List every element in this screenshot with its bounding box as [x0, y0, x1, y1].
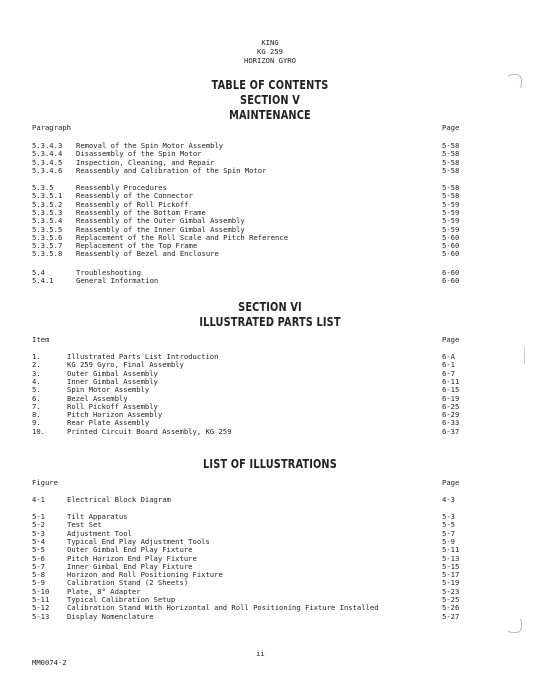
entry-page: 5-59 [442, 224, 460, 234]
entry-title: Typical End Play Adjustment Tools [67, 536, 210, 546]
entry-number: 5.3.4.3 [32, 141, 63, 150]
entry-page: 6-7 [442, 368, 455, 378]
entry-number: 5.3.4.6 [32, 166, 63, 176]
entry-page: 5-60 [442, 249, 460, 259]
entry-title: Plate, 8° Adapter [67, 586, 141, 596]
entry-number: 5.3.5 [32, 183, 54, 192]
entry-title: KG 259 Gyro, Final Assembly [67, 360, 184, 370]
entry-page: 6-29 [442, 410, 460, 420]
entry-number: 5.3.5.7 [32, 241, 63, 251]
entry-title: Bezel Assembly [67, 393, 128, 403]
entry-title: Replacement of the Roll Scale and Pitch Reference [76, 232, 289, 242]
entry-page: 5-25 [442, 595, 460, 604]
entry-number: 5.3.5.3 [32, 207, 63, 217]
entry-title: Reassembly of the Inner Gimbal Assembly [76, 224, 245, 234]
parts-list-heading: ILLUSTRATED PARTS LIST [199, 314, 341, 329]
entry-page: 5-58 [442, 149, 460, 159]
entry-number: 5.3.5.8 [32, 249, 63, 259]
entry-page: 5-11 [442, 545, 460, 555]
entry-title: Printed Circuit Board Assembly, KG 259 [67, 426, 232, 436]
entry-page: 5-58 [442, 157, 460, 167]
entry-page: 4-3 [442, 495, 455, 504]
entry-page: 6-11 [442, 376, 460, 386]
entry-title: Roll Pickoff Assembly [67, 401, 158, 411]
binder-hole-mark [506, 617, 522, 633]
entry-number: 5.3.4.4 [32, 149, 63, 159]
page-number: ii [256, 649, 265, 658]
entry-page: 5-5 [442, 520, 455, 530]
entry-page: 5-58 [442, 141, 460, 150]
entry-number: 5-12 [32, 603, 50, 613]
entry-page: 5-7 [442, 528, 455, 538]
page-column-header: Page [442, 335, 460, 344]
entry-page: 5-58 [442, 183, 460, 192]
entry-title: Replacement of the Top Frame [76, 241, 198, 251]
entry-number: 5-5 [32, 545, 45, 555]
entry-page: 5-17 [442, 570, 460, 580]
entry-page: 6-33 [442, 418, 460, 428]
entry-number: 5.4 [32, 268, 45, 277]
entry-page: 5-9 [442, 536, 455, 546]
entry-page: 5-27 [442, 611, 460, 621]
entry-page: 6-A [442, 352, 455, 361]
entry-title: Reassembly of Roll Pickoff [76, 199, 189, 209]
entry-number: 5.3.5.2 [32, 199, 63, 209]
illustrations-heading: LIST OF ILLUSTRATIONS [203, 456, 337, 471]
entry-number: 4-1 [32, 495, 45, 504]
entry-number: 5-8 [32, 570, 45, 580]
entry-title: Pitch Horizon End Play Fixture [67, 553, 197, 563]
entry-title: Disassembly of the Spin Motor [76, 149, 202, 159]
entry-title: Calibration Stand With Horizontal and Roll Positioning Fixture Installed [67, 603, 379, 613]
entry-page: 5-3 [442, 512, 455, 521]
entry-page: 5-59 [442, 216, 460, 226]
entry-number: 5-9 [32, 578, 45, 588]
doc-header-line1: KING [261, 38, 279, 47]
entry-number: 5-4 [32, 536, 45, 546]
entry-number: 5-10 [32, 586, 50, 596]
entry-title: Troubleshooting [76, 268, 141, 277]
doc-header-line3: HORIZON GYRO [244, 56, 296, 65]
entry-title: Horizon and Roll Positioning Fixture [67, 570, 223, 580]
entry-title: Display Nomenclature [67, 611, 154, 621]
entry-number: 8. [32, 410, 41, 420]
entry-page: 6-60 [442, 268, 460, 277]
entry-page: 6-37 [442, 426, 460, 436]
entry-page: 6-1 [442, 360, 455, 370]
item-column-header: Item [32, 335, 50, 344]
entry-number: 5. [32, 385, 41, 395]
entry-page: 5-58 [442, 191, 460, 201]
entry-page: 5-19 [442, 578, 460, 588]
page-column-header: Page [442, 478, 460, 487]
entry-number: 5-7 [32, 561, 45, 571]
entry-page: 5-60 [442, 241, 460, 251]
entry-number: 2. [32, 360, 41, 370]
list-row [0, 495, 540, 504]
toc-title: TABLE OF CONTENTS [211, 77, 329, 92]
entry-title: Inspection, Cleaning, and Repair [76, 157, 215, 167]
entry-title: Reassembly of the Outer Gimbal Assembly [76, 216, 245, 226]
entry-number: 5.3.5.4 [32, 216, 63, 226]
entry-number: 5.3.5.1 [32, 191, 63, 201]
entry-number: 3. [32, 368, 41, 378]
entry-number: 4. [32, 376, 41, 386]
entry-title: Illustrated Parts List Introduction [67, 352, 219, 361]
edge-mark [524, 346, 525, 364]
section-vi-heading: SECTION VI [238, 299, 302, 314]
entry-page: 5-15 [442, 561, 460, 571]
entry-title: Adjustment Tool [67, 528, 132, 538]
entry-number: 5-6 [32, 553, 45, 563]
entry-title: General Information [76, 276, 159, 286]
entry-page: 5-59 [442, 207, 460, 217]
figure-column-header: Figure [32, 478, 58, 487]
entry-page: 5-59 [442, 199, 460, 209]
entry-title: Tilt Apparatus [67, 512, 128, 521]
entry-title: Inner Gimbal End Play Fixture [67, 561, 193, 571]
entry-number: 5-3 [32, 528, 45, 538]
entry-title: Reassembly and Calibration of the Spin Motor [76, 166, 267, 176]
entry-number: 9. [32, 418, 41, 428]
entry-page: 5-13 [442, 553, 460, 563]
entry-number: 7. [32, 401, 41, 411]
entry-page: 6-15 [442, 385, 460, 395]
maintenance-heading: MAINTENANCE [229, 107, 311, 122]
entry-title: Calibration Stand (2 Sheets) [67, 578, 189, 588]
entry-page: 6-19 [442, 393, 460, 403]
entry-title: Typical Calibration Setup [67, 595, 176, 604]
entry-title: Inner Gimbal Assembly [67, 376, 158, 386]
entry-number: 5-1 [32, 512, 45, 521]
entry-page: 6-60 [442, 276, 460, 286]
entry-number: 6. [32, 393, 41, 403]
list-row [0, 427, 540, 436]
entry-page: 5-58 [442, 166, 460, 176]
entry-title: Rear Plate Assembly [67, 418, 150, 428]
entry-number: 5-11 [32, 595, 50, 604]
entry-title: Reassembly Procedures [76, 183, 167, 192]
entry-number: 5.3.5.5 [32, 224, 63, 234]
list-row [0, 249, 540, 258]
document-id: MM0074-2 [32, 658, 67, 667]
section-v-heading: SECTION V [240, 92, 300, 107]
entry-number: 5-13 [32, 611, 50, 621]
entry-page: 6-25 [442, 401, 460, 411]
entry-title: Removal of the Spin Motor Assembly [76, 141, 224, 150]
entry-title: Outer Gimbal End Play Fixture [67, 545, 193, 555]
paragraph-column-header: Paragraph [32, 123, 71, 132]
entry-title: Reassembly of Bezel and Enclosure [76, 249, 219, 259]
binder-hole-mark [506, 74, 522, 90]
entry-number: 1. [32, 352, 41, 361]
entry-number: 5.3.5.6 [32, 232, 63, 242]
entry-title: Test Set [67, 520, 102, 530]
doc-header-line2: KG 259 [257, 47, 283, 56]
entry-title: Electrical Block Diagram [67, 495, 171, 504]
entry-number: 5-2 [32, 520, 45, 530]
entry-number: 10. [32, 426, 45, 436]
list-row [0, 276, 540, 285]
entry-number: 5.4.1 [32, 276, 54, 286]
entry-page: 5-60 [442, 232, 460, 242]
page-column-header: Page [442, 123, 460, 132]
entry-page: 5-26 [442, 603, 460, 613]
entry-page: 5-23 [442, 586, 460, 596]
list-row [0, 166, 540, 175]
entry-title: Reassembly of the Bottom Frame [76, 207, 206, 217]
entry-title: Spin Motor Assembly [67, 385, 150, 395]
entry-title: Outer Gimbal Assembly [67, 368, 158, 378]
entry-title: Reassembly of the Connector [76, 191, 193, 201]
entry-number: 5.3.4.5 [32, 157, 63, 167]
entry-title: Pitch Horizon Assembly [67, 410, 163, 420]
list-row [0, 612, 540, 621]
